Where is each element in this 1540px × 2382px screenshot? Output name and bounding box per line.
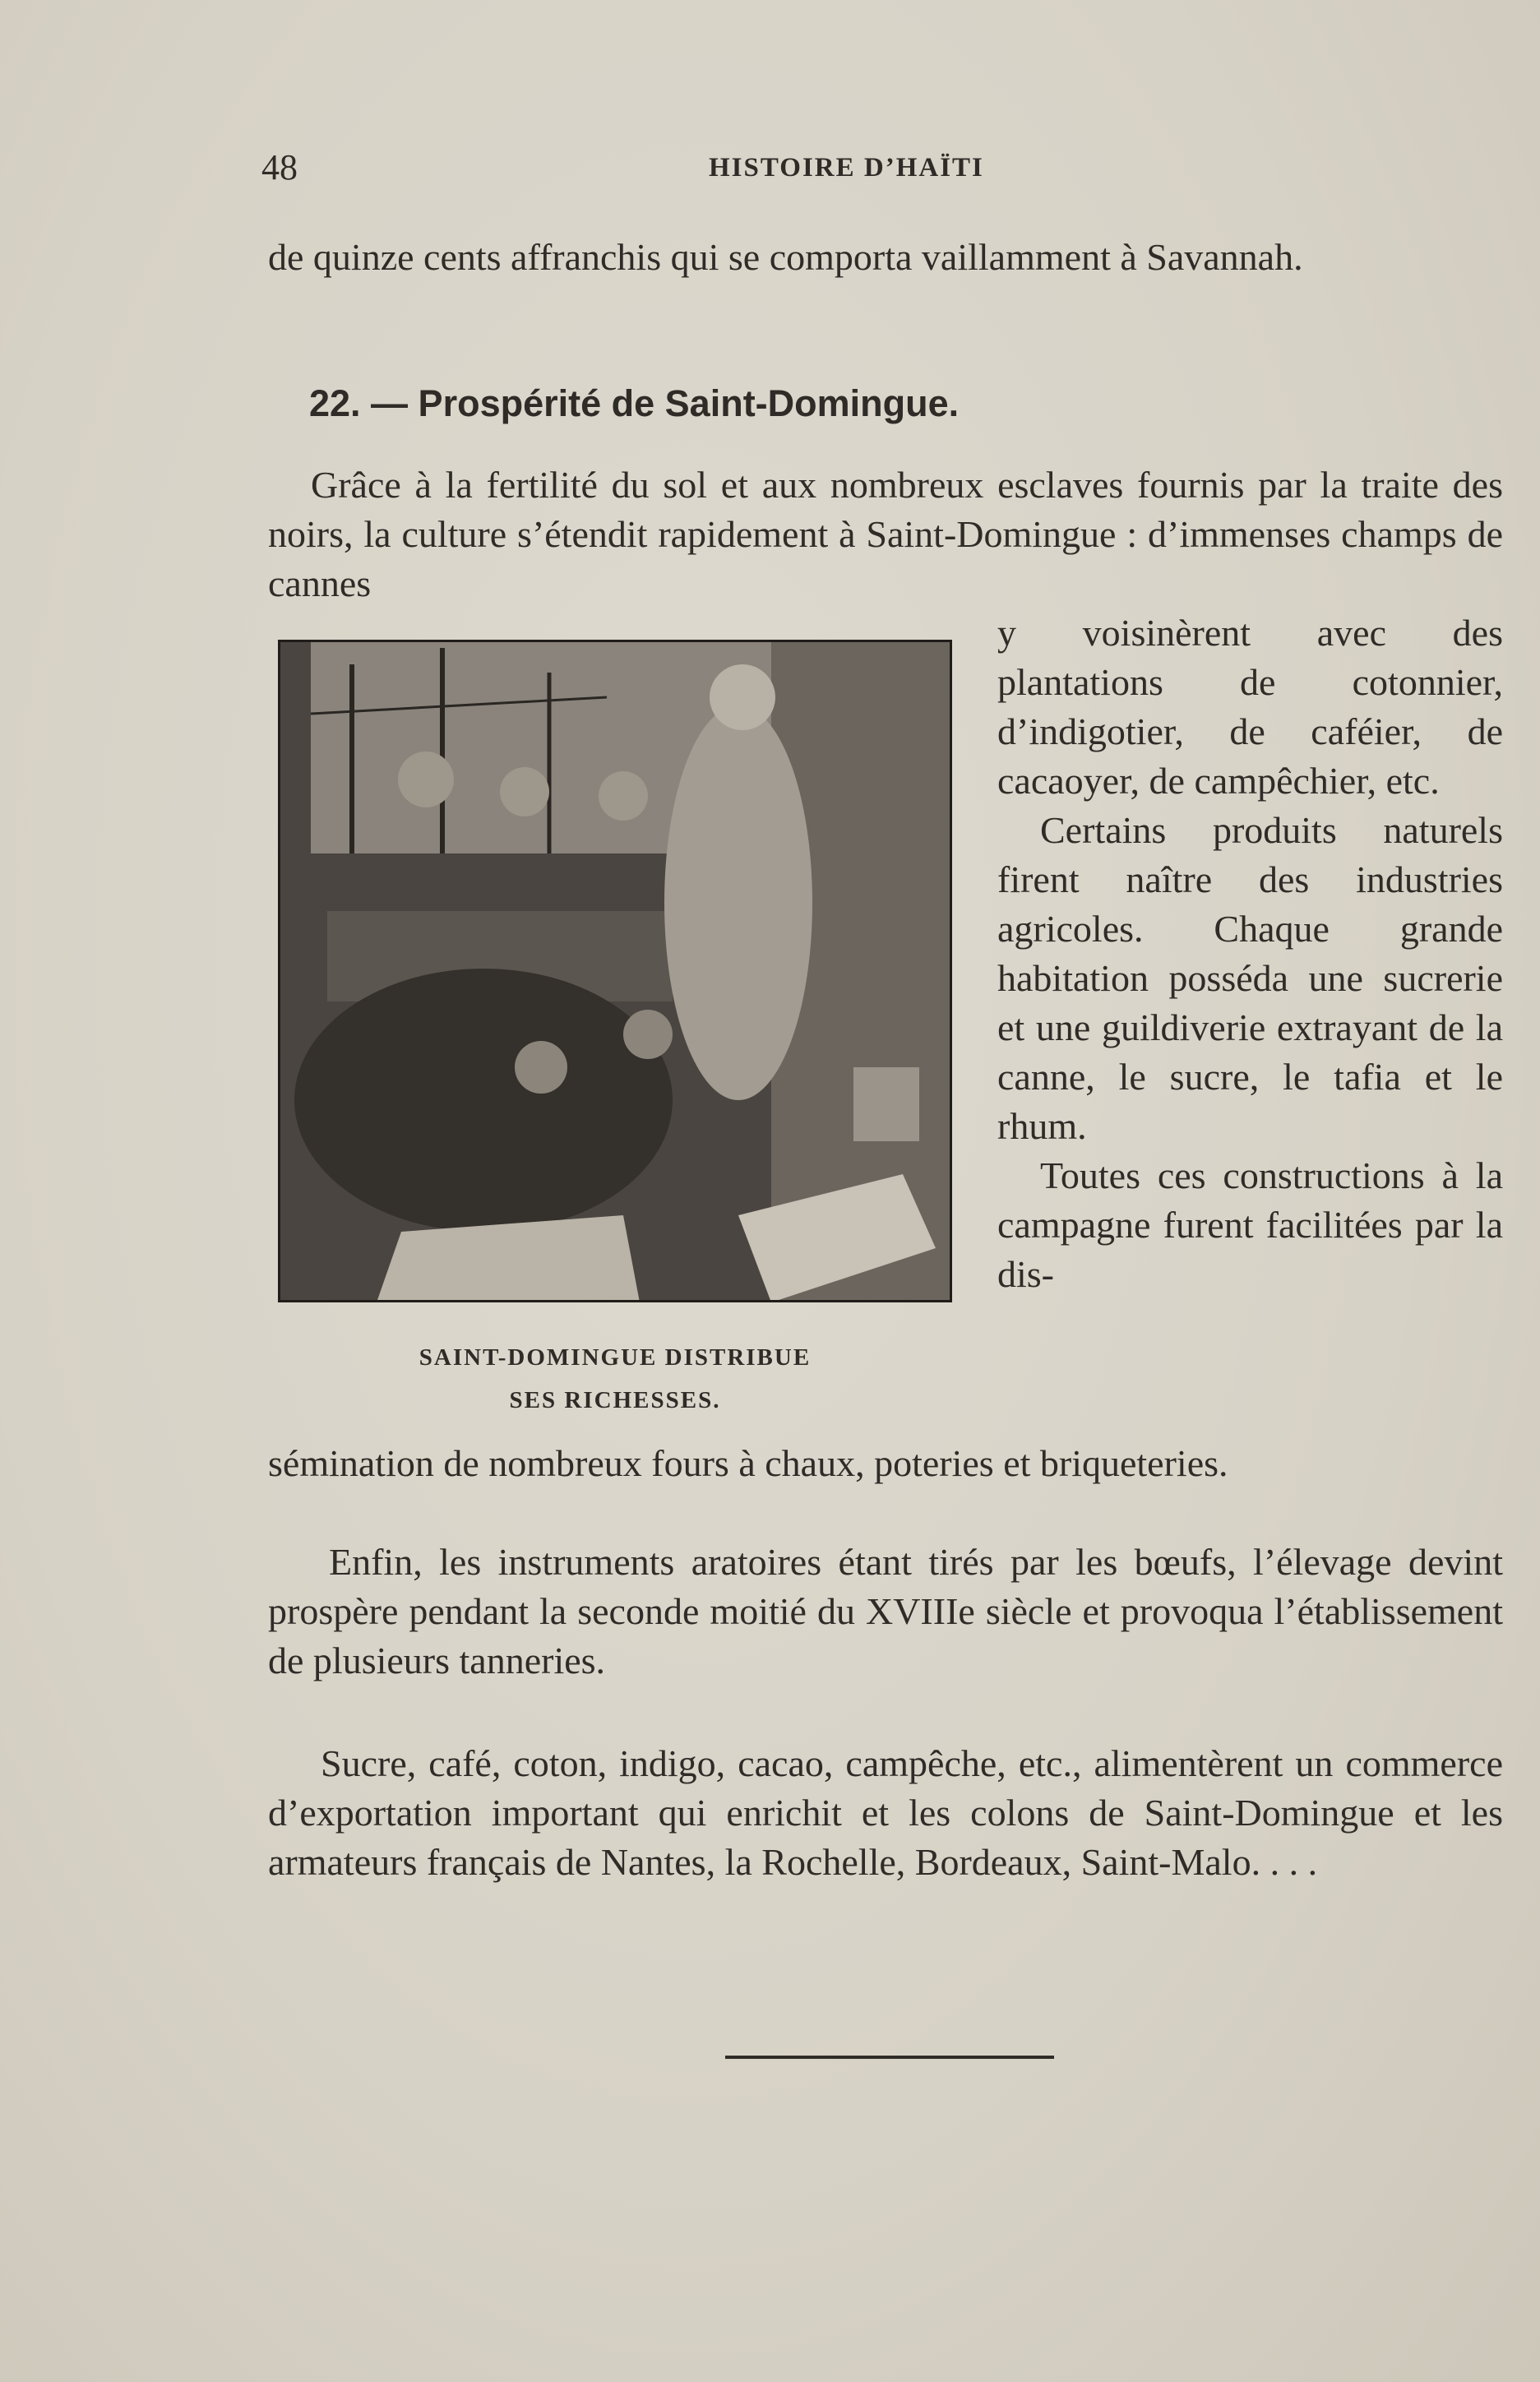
running-title: HISTOIRE D’HAÏTI xyxy=(709,153,984,183)
paragraph-continuation: de quinze cents affranchis qui se comporta vaillamment à Savannah. xyxy=(268,236,1303,278)
page-number: 48 xyxy=(261,147,298,187)
page-header xyxy=(261,146,1503,196)
paragraph-constructions-continued: sémination de nombreux fours à chaux, poteries et briqueteries. xyxy=(268,1442,1228,1484)
engraving-illustration xyxy=(278,640,952,1302)
paragraph-crops: y voisinèrent avec des plantations de cotonnier, d’indigotier, de caféier, de cacaoyer, de campêchier, etc. xyxy=(997,612,1503,802)
paragraph-constructions: Toutes ces constructions à la campagne furent facilitées par la dis- xyxy=(997,1154,1503,1295)
paragraph-industries: Certains produits naturels firent naître des industries agricoles. Chaque grande habitation posséda une sucrerie et une guildiverie extrayant de la canne, le sucre, le tafia et le rhum. xyxy=(997,809,1503,1147)
caption-line-2: SES RICHESSES. xyxy=(509,1387,721,1413)
paragraph-exports: Sucre, café, coton, indigo, cacao, campêche, etc., alimentèrent un commerce d’exportation important qui enrichit et les colons de Saint-Domingue et les armateurs français de Nantes, la Rochelle, Bordeaux, Saint-Malo. . . . xyxy=(268,1742,1503,1883)
figure-caption xyxy=(278,1336,952,1422)
section-heading: 22. — Prospérité de Saint-Domingue. xyxy=(309,382,960,424)
paragraph-prosperity-intro: Grâce à la fertilité du sol et aux nombreux esclaves fournis par la traite des noirs, la culture s’étendit rapidement à Saint-Domingue : d’immenses champs de cannes xyxy=(268,464,1503,604)
paragraph-livestock: Enfin, les instruments aratoires étant tirés par les bœufs, l’élevage devint prospère pendant la seconde moitié du XVIIIe siècle et provoqua l’établissement de plusieurs tanneries. xyxy=(268,1541,1503,1681)
wrapped-text-column xyxy=(997,608,1503,1299)
engraving-image xyxy=(278,640,952,1302)
caption-line-1: SAINT-DOMINGUE DISTRIBUE xyxy=(419,1344,812,1371)
end-rule xyxy=(725,2056,1054,2059)
